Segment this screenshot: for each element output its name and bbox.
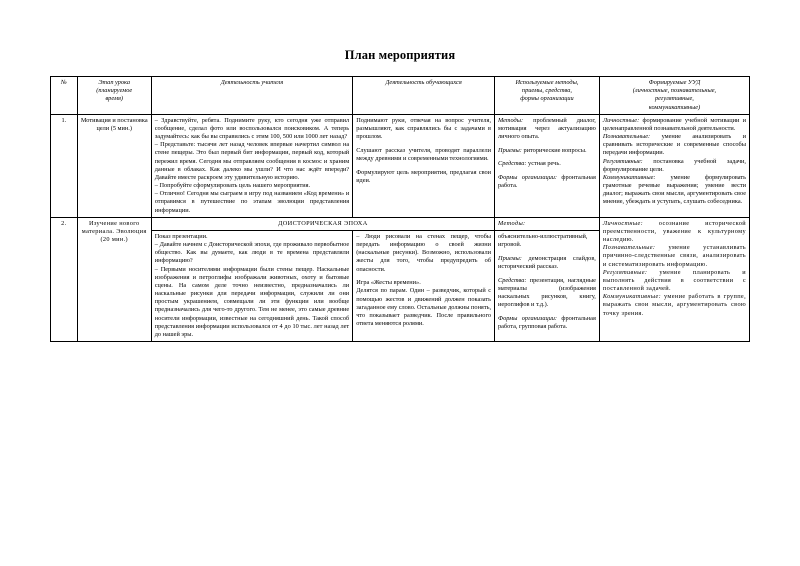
uud-item bbox=[603, 174, 746, 207]
table-row bbox=[51, 114, 750, 217]
methods-text: демонстрация слайдов, исторический рассказ. bbox=[498, 254, 596, 270]
row-teacher-activity bbox=[151, 230, 352, 341]
header-student-text: Деятельность обучающихся bbox=[385, 79, 462, 86]
uud-text: умение формулировать грамотные речевые выражения; умение вести диалог; выражать свои мысли, аргументировать свое мнение, убеждать и уступать, слушать собеседника. bbox=[602, 173, 746, 206]
column-header-teacher-activity bbox=[151, 77, 352, 115]
methods-item bbox=[498, 233, 596, 249]
header-stage-line3: время) bbox=[105, 95, 123, 103]
header-methods-line2: приемы, средства, bbox=[521, 87, 572, 95]
methods-label: Методы: bbox=[498, 219, 526, 227]
methods-text: фронтальная работа, групповая работа. bbox=[498, 314, 596, 330]
row-number: 1. bbox=[51, 114, 78, 217]
uud-text: постановка учебной задачи, формулирование цели. bbox=[602, 157, 746, 173]
methods-text: фронтальная работа. bbox=[498, 174, 596, 190]
student-paragraph: Игра «Жесты времени». bbox=[356, 279, 421, 287]
header-methods-line1: Используемые методы, bbox=[515, 79, 579, 86]
header-uud-line1: Формируемые УУД bbox=[648, 79, 701, 86]
column-header-student-activity bbox=[353, 77, 495, 115]
column-header-uud bbox=[599, 77, 749, 115]
methods-item bbox=[498, 255, 596, 271]
teacher-paragraph: – Отлично! Сегодня мы сыграем в игру под названием «Код времени» и отправимся в путешествие по этапам эволюции представления информации. bbox=[154, 190, 350, 214]
epoch-methods-label bbox=[495, 217, 600, 230]
header-number-text: № bbox=[60, 79, 67, 86]
header-uud-line3: регулятивные, bbox=[654, 95, 694, 103]
row-student-activity bbox=[353, 230, 495, 341]
uud-label: Познавательные: bbox=[602, 244, 656, 252]
methods-label: Формы организации: bbox=[498, 174, 558, 182]
uud-item bbox=[603, 269, 746, 294]
uud-item bbox=[603, 117, 746, 133]
uud-text: формирование учебной мотивации и целенаправленной познавательной деятельности. bbox=[602, 116, 746, 132]
column-header-methods bbox=[495, 77, 600, 115]
header-uud-line2: (личностные, познавательные, bbox=[632, 87, 717, 95]
methods-item bbox=[498, 117, 596, 142]
methods-item bbox=[498, 315, 596, 331]
table-header bbox=[51, 77, 750, 115]
column-header-stage bbox=[77, 77, 151, 115]
uud-label: Коммуникативные: bbox=[602, 293, 662, 301]
lesson-plan-table bbox=[50, 76, 750, 342]
row-uud bbox=[599, 114, 749, 217]
row-student-activity bbox=[353, 114, 495, 217]
methods-item bbox=[498, 147, 596, 155]
methods-text: устная речь. bbox=[526, 160, 561, 168]
uud-label: Личностные: bbox=[602, 219, 644, 227]
header-methods-line3: формы организации bbox=[520, 95, 574, 103]
teacher-paragraph: Показ презентации. bbox=[154, 232, 208, 240]
uud-label: Коммуникативные: bbox=[602, 173, 656, 181]
uud-item bbox=[603, 220, 746, 245]
student-paragraph: Поднимают руки, отвечая на вопрос учителя, размышляют, как справлялись бы с задачами в прошлом. bbox=[356, 116, 492, 141]
methods-label: Приемы: bbox=[498, 254, 522, 262]
student-paragraph: Формулируют цель мероприятия, предлагая свои идеи. bbox=[356, 168, 492, 184]
student-paragraph: – Люди рисовали на стенах пещер, чтобы передать информацию о своей жизни (наскальные рисунки). Возможно, использовали жесты для того, чтобы предупредить об опасности. bbox=[356, 232, 492, 273]
teacher-paragraph: – Представьте: тысячи лет назад человек впервые начертил символ на стене пещеры. Это был первый бит информации, первый код, который пережил время. Сегодня мы отправляем сообщения в космос и храним данные в облаках. Как далеко мы ушли? И что нас ждёт впереди? Давайте вместе раскроем эту удивительную историю. bbox=[154, 141, 350, 181]
row-teacher-activity bbox=[151, 114, 352, 217]
methods-item bbox=[498, 160, 596, 168]
uud-label: Личностные: bbox=[602, 116, 640, 124]
methods-label: Формы организации: bbox=[498, 314, 558, 322]
row-number: 2. bbox=[51, 217, 78, 341]
methods-text: риторические вопросы. bbox=[521, 146, 587, 154]
uud-text: умение работать в группе, выражать свои мысли, аргументировать свою точку зрения. bbox=[602, 293, 746, 317]
student-paragraph: Слушают рассказ учителя, проводят параллели между древними и современными технологиями. bbox=[356, 146, 492, 162]
table-header-row bbox=[51, 77, 750, 115]
row-uud bbox=[599, 217, 749, 341]
teacher-paragraph: – Давайте начнем с Доисторической эпохи, где проживало первобытное общество. Как вы думаете, как люди в те времена представляли информацию? bbox=[154, 241, 350, 265]
methods-item bbox=[498, 277, 596, 310]
uud-item bbox=[603, 133, 746, 158]
header-stage-line2: (планируемое bbox=[96, 87, 133, 95]
methods-label: Методы: bbox=[498, 116, 524, 124]
header-uud-line4: коммуникативные) bbox=[648, 103, 701, 111]
uud-item bbox=[603, 244, 746, 269]
epoch-separator-row bbox=[51, 217, 750, 230]
methods-label: Приемы: bbox=[498, 146, 522, 154]
student-paragraph: Делятся по парам. Один – разведчик, который с помощью жестов и движений должен показать загаданное ему слово. Остальные должны понять, что показывает разведчик. После правильного ответа меняются ролями. bbox=[356, 287, 492, 328]
uud-label: Познавательные: bbox=[602, 133, 651, 141]
uud-text: умение устанавливать причинно-следственные связи, анализировать и систематизировать информацию. bbox=[602, 244, 746, 268]
methods-text: проблемный диалог, мотивация через актуализацию личного опыта. bbox=[498, 116, 596, 141]
uud-item bbox=[603, 158, 746, 174]
uud-text: умение анализировать и сравнивать исторические и современные способы передачи информации. bbox=[602, 133, 746, 157]
row-stage: Мотивация и постановка цели (5 мин.) bbox=[77, 114, 151, 217]
teacher-paragraph: – Первыми носителями информации были стены пещер. Наскальные изображения и петроглифы изображали животных, охоту и бытовые сцены. На самом деле точно неизвестно, предназначались ли наскальные рисунки для передачи информации, служили ли они простым украшением, совмещали ли эти функции или вообще предназначались для чего-то другого. Тем не менее, это самые древние носители информации, известные на сегодняшний день. Такой способ представления информации использовался от 4 до 10 тыс. лет назад лет до нашей эры. bbox=[154, 265, 350, 338]
table-body bbox=[51, 114, 750, 341]
methods-text: презентация, наглядные материалы (изображения наскальных рисунков, книгу, иероглифов и т.д.). bbox=[498, 276, 596, 309]
header-stage-line1: Этап урока bbox=[98, 79, 130, 86]
teacher-paragraph: – Попробуйте сформулировать цель нашего мероприятия. bbox=[154, 182, 311, 190]
uud-text: осознание исторической преемственности, уважение к культурному наследию. bbox=[602, 219, 746, 244]
methods-label: Средства: bbox=[498, 160, 527, 168]
header-teacher-text: Деятельность учителя bbox=[220, 79, 284, 86]
column-header-number bbox=[51, 77, 78, 115]
page-title: План мероприятия bbox=[344, 48, 456, 62]
uud-label: Регулятивные: bbox=[602, 268, 648, 276]
row-methods bbox=[495, 230, 600, 341]
methods-item bbox=[498, 174, 596, 190]
row-methods bbox=[495, 114, 600, 217]
epoch-label: ДОИСТОРИЧЕСКАЯ ЭПОХА bbox=[151, 217, 494, 230]
uud-item bbox=[603, 293, 746, 318]
teacher-paragraph: – Здравствуйте, ребята. Поднимите руку, кто сегодня уже отправил сообщение, сделал фото или воспользовался поисковиком. А теперь задумайтесь: как бы вы справились с этим 100, 500 или 1000 лет назад? bbox=[154, 116, 350, 141]
methods-text: объяснительно-иллюстративный, игровой. bbox=[498, 232, 588, 249]
row-stage: Изучение нового материала. Эволюция (20 мин.) bbox=[77, 217, 151, 341]
methods-label: Средства: bbox=[498, 276, 527, 284]
uud-label: Регулятивные: bbox=[602, 157, 643, 165]
uud-text: умение планировать и выполнять действия в соответствии с поставленной задачей. bbox=[602, 268, 746, 293]
